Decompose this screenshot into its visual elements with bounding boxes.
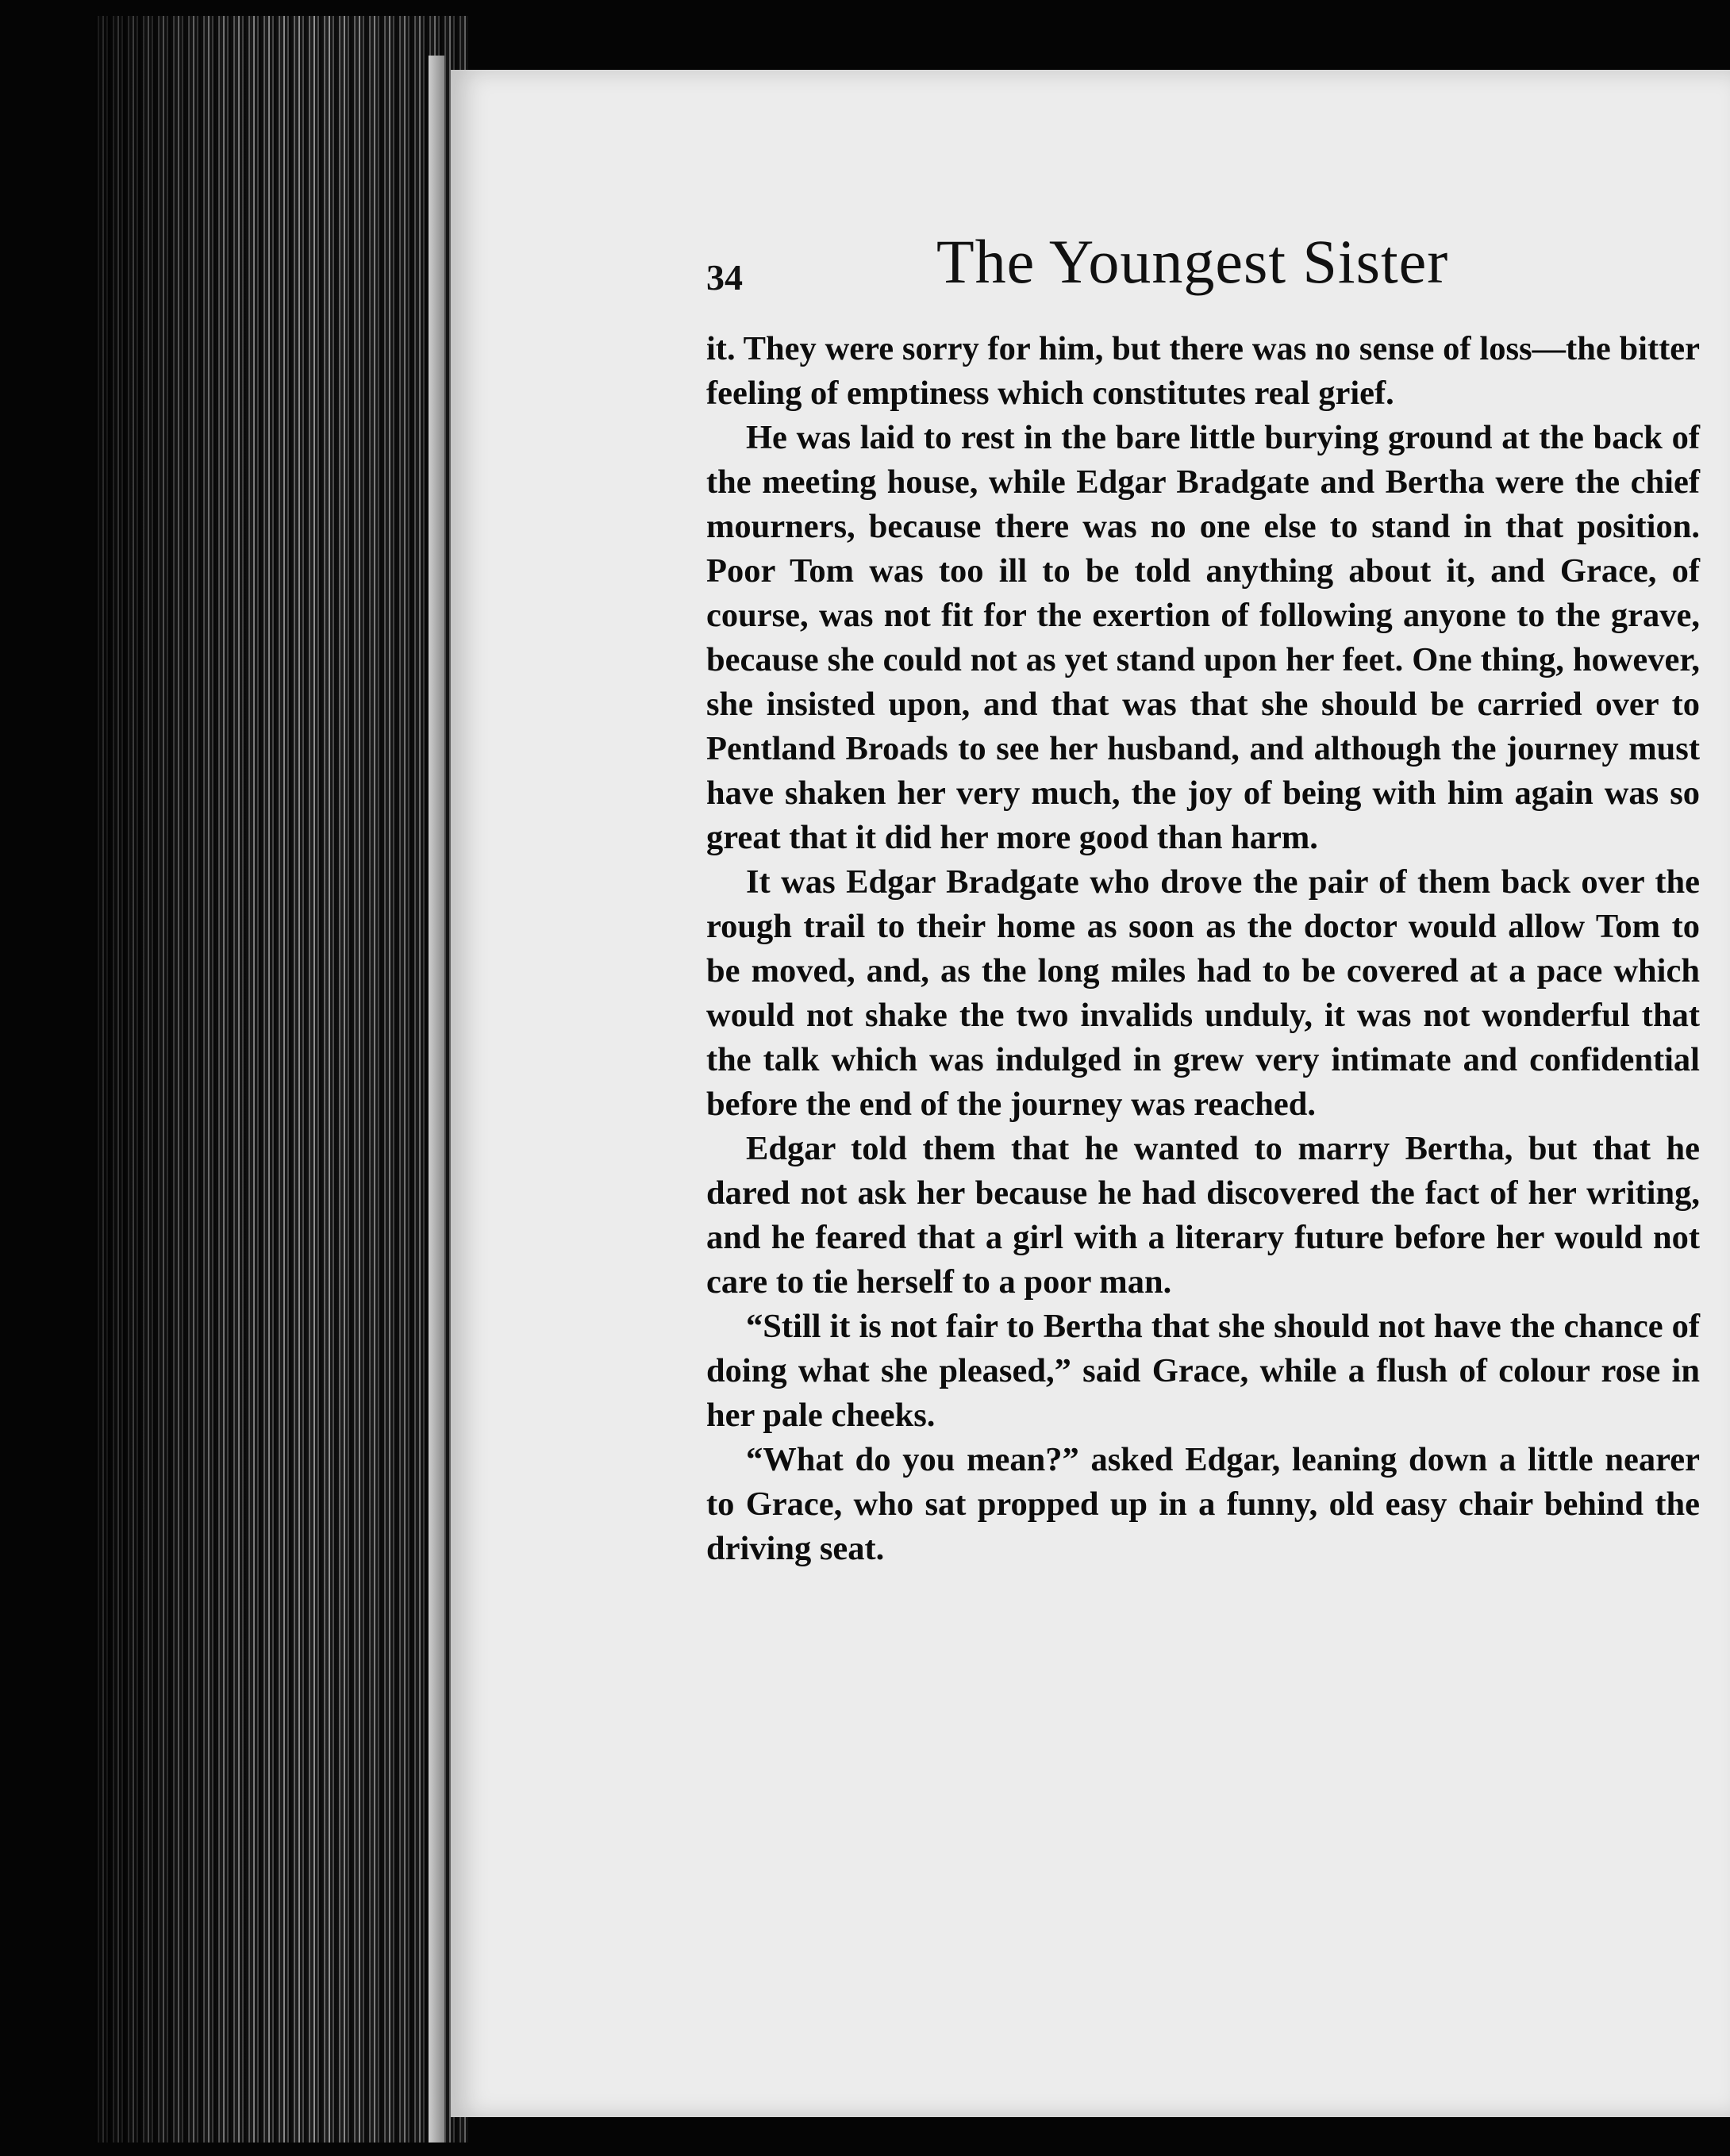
- body-text: [706, 327, 1700, 1571]
- paragraph-4: Edgar told them that he wanted to marry Bertha, but that he dared not ask her because he had discovered the fact of her writing, and he feared that a girl with a literary future before her would not care to tie herself to a poor man.: [706, 1130, 1700, 1301]
- page-edge-highlight: [429, 56, 444, 2143]
- page-header: [706, 226, 1706, 306]
- page-number: 34: [706, 257, 743, 298]
- paragraph-1: it. They were sorry for him, but there was no sense of loss—the bitter feeling of emptiness which constitutes real grief.: [706, 330, 1700, 412]
- page-edges-shadow: [95, 16, 468, 2143]
- paragraph-6: “What do you mean?” asked Edgar, leaning down a little nearer to Grace, who sat propped up in a funny, old easy chair behind the driving seat.: [706, 1441, 1700, 1567]
- paragraph-2: He was laid to rest in the bare little burying ground at the back of the meeting house, while Edgar Bradgate and Bertha were the chief mourners, because there was no one else to stand in that position. Poor Tom was too ill to be told anything about it, and Grace, of course, was not fit for the exertion of following anyone to the grave, because she could not as yet stand upon her feet. One thing, however, she insisted upon, and that was that she should be carried over to Pentland Broads to see her husband, and although the journey must have shaken her very much, the joy of being with him again was so great that it did her more good than harm.: [706, 419, 1700, 856]
- running-title: The Youngest Sister: [936, 227, 1449, 296]
- paragraph-3: It was Edgar Bradgate who drove the pair of them back over the rough trail to their home as soon as the doctor would allow Tom to be moved, and, as the long miles had to be covered at a pace which would not shake the two invalids unduly, it was not wonderful that the talk which was indulged in grew very intimate and confidential before the end of the journey was reached.: [706, 863, 1700, 1123]
- paragraph-5: “Still it is not fair to Bertha that she should not have the chance of doing what she pleased,” said Grace, while a flush of colour rose in her pale cheeks.: [706, 1308, 1700, 1434]
